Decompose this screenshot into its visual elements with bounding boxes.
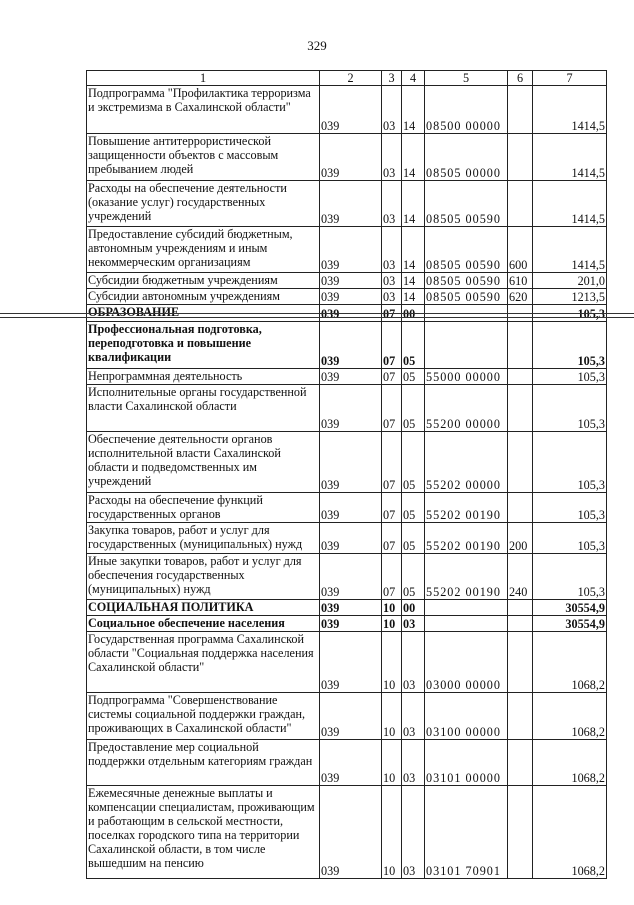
row-name: Закупка товаров, работ и услуг для государственных (муниципальных) нужд [87, 523, 320, 554]
table-row [87, 273, 607, 289]
row-subsection-code: 05 [402, 385, 425, 432]
row-section-code: 07 [382, 385, 402, 432]
row-name: Ежемесячные денежные выплаты и компенсации специалистам, проживающим и работающим в сельской местности, поселках городского типа на территории Сахалинской области, в том числе вышедшим на пенсию [87, 786, 320, 879]
header-col-6: 6 [508, 71, 533, 86]
row-subsection-code: 05 [402, 523, 425, 554]
row-name: Иные закупки товаров, работ и услуг для обеспечения государственных (муниципальных) нужд [87, 554, 320, 600]
row-subsection-code: 14 [402, 86, 425, 134]
table-row [87, 693, 607, 740]
row-amount: 30554,9 [533, 616, 607, 632]
row-amount: 201,0 [533, 273, 607, 289]
row-subsection-code: 03 [402, 632, 425, 693]
row-expense-type: 240 [508, 554, 533, 600]
row-subsection-code: 03 [402, 786, 425, 879]
row-target-article: 55202 00190 [425, 554, 508, 600]
row-name: Субсидии бюджетным учреждениям [87, 273, 320, 289]
row-name: Предоставление субсидий бюджетным, автономным учреждениям и иным некоммерческим организациям [87, 227, 320, 273]
row-name: Государственная программа Сахалинской области "Социальная поддержка населения Сахалинской области" [87, 632, 320, 693]
row-target-article: 08505 00590 [425, 227, 508, 273]
row-expense-type: 610 [508, 273, 533, 289]
row-name: Субсидии автономным учреждениям [87, 289, 320, 305]
header-col-2: 2 [320, 71, 382, 86]
row-target-article: 55000 00000 [425, 369, 508, 385]
row-subsection-code: 05 [402, 432, 425, 493]
row-amount: 105,3 [533, 554, 607, 600]
row-subsection-code: 03 [402, 693, 425, 740]
row-name: Непрограммная деятельность [87, 369, 320, 385]
row-section-code: 03 [382, 181, 402, 227]
row-target-article: 55202 00190 [425, 493, 508, 523]
row-expense-type [508, 385, 533, 432]
row-section-code: 07 [382, 432, 402, 493]
row-amount: 105,3 [533, 493, 607, 523]
table-row [87, 181, 607, 227]
table-row [87, 786, 607, 879]
row-ministry-code: 039 [320, 305, 382, 322]
table-row [87, 523, 607, 554]
row-amount: 105,3 [533, 432, 607, 493]
row-target-article: 55202 00190 [425, 523, 508, 554]
row-subsection-code: 14 [402, 273, 425, 289]
row-section-code: 03 [382, 289, 402, 305]
row-expense-type [508, 181, 533, 227]
table-row [87, 554, 607, 600]
row-name: Социальное обеспечение населения [87, 616, 320, 632]
row-ministry-code: 039 [320, 600, 382, 616]
row-section-code: 03 [382, 227, 402, 273]
table-row [87, 600, 607, 616]
row-target-article [425, 616, 508, 632]
row-amount: 1068,2 [533, 693, 607, 740]
row-ministry-code: 039 [320, 322, 382, 369]
row-name: Повышение антитеррористической защищенности объектов с массовым пребыванием людей [87, 134, 320, 181]
row-amount: 1068,2 [533, 740, 607, 786]
row-subsection-code: 14 [402, 227, 425, 273]
row-name: Расходы на обеспечение деятельности (оказание услуг) государственных учреждений [87, 181, 320, 227]
table-row [87, 227, 607, 273]
row-expense-type: 620 [508, 289, 533, 305]
row-name: Профессиональная подготовка, переподготовка и повышение квалификации [87, 322, 320, 369]
row-section-code: 07 [382, 322, 402, 369]
row-subsection-code: 03 [402, 740, 425, 786]
header-col-3: 3 [382, 71, 402, 86]
table-row [87, 86, 607, 134]
row-name: Расходы на обеспечение функций государственных органов [87, 493, 320, 523]
row-ministry-code: 039 [320, 134, 382, 181]
row-expense-type [508, 740, 533, 786]
header-col-7: 7 [533, 71, 607, 86]
row-expense-type [508, 432, 533, 493]
header-col-1: 1 [87, 71, 320, 86]
table-row [87, 369, 607, 385]
row-expense-type [508, 86, 533, 134]
row-name: Исполнительные органы государственной власти Сахалинской области [87, 385, 320, 432]
row-target-article: 08505 00000 [425, 134, 508, 181]
row-amount: 105,3 [533, 322, 607, 369]
row-expense-type [508, 369, 533, 385]
row-name: Подпрограмма "Совершенствование системы социальной поддержки граждан, проживающих в Сахалинской области" [87, 693, 320, 740]
row-subsection-code: 05 [402, 369, 425, 385]
row-name: Подпрограмма "Профилактика терроризма и экстремизма в Сахалинской области" [87, 86, 320, 134]
row-amount: 105,3 [533, 369, 607, 385]
row-target-article: 08505 00590 [425, 289, 508, 305]
row-ministry-code: 039 [320, 493, 382, 523]
row-name: Предоставление мер социальной поддержки отдельным категориям граждан [87, 740, 320, 786]
row-subsection-code: 05 [402, 554, 425, 600]
row-subsection-code: 14 [402, 181, 425, 227]
row-subsection-code: 00 [402, 305, 425, 322]
row-ministry-code: 039 [320, 273, 382, 289]
row-expense-type [508, 616, 533, 632]
row-section-code: 07 [382, 369, 402, 385]
row-ministry-code: 039 [320, 181, 382, 227]
row-ministry-code: 039 [320, 369, 382, 385]
row-subsection-code: 14 [402, 289, 425, 305]
scan-strike-line [0, 313, 634, 314]
table-row [87, 616, 607, 632]
row-ministry-code: 039 [320, 86, 382, 134]
scan-strike-line [0, 317, 634, 318]
row-target-article: 08505 00590 [425, 273, 508, 289]
row-ministry-code: 039 [320, 289, 382, 305]
row-target-article [425, 322, 508, 369]
row-expense-type [508, 600, 533, 616]
row-expense-type [508, 134, 533, 181]
page-number: 329 [307, 38, 327, 53]
row-amount: 1414,5 [533, 86, 607, 134]
row-section-code: 10 [382, 786, 402, 879]
row-section-code: 03 [382, 134, 402, 181]
row-subsection-code: 03 [402, 616, 425, 632]
row-subsection-code: 00 [402, 600, 425, 616]
row-target-article: 03101 70901 [425, 786, 508, 879]
row-section-code: 10 [382, 600, 402, 616]
table-row [87, 289, 607, 305]
row-target-article [425, 600, 508, 616]
row-amount: 105,3 [533, 385, 607, 432]
row-ministry-code: 039 [320, 632, 382, 693]
row-target-article: 55202 00000 [425, 432, 508, 493]
row-ministry-code: 039 [320, 432, 382, 493]
row-expense-type [508, 786, 533, 879]
row-section-code: 03 [382, 273, 402, 289]
row-expense-type [508, 322, 533, 369]
row-target-article: 03100 00000 [425, 693, 508, 740]
row-subsection-code: 05 [402, 322, 425, 369]
row-target-article: 03000 00000 [425, 632, 508, 693]
row-section-code: 10 [382, 740, 402, 786]
row-target-article: 08505 00590 [425, 181, 508, 227]
header-col-5: 5 [425, 71, 508, 86]
table-row [87, 134, 607, 181]
row-expense-type [508, 493, 533, 523]
row-section-code: 07 [382, 523, 402, 554]
row-name: Обеспечение деятельности органов исполнительной власти Сахалинской области и подведомственных им учреждений [87, 432, 320, 493]
table-row [87, 493, 607, 523]
row-expense-type [508, 632, 533, 693]
row-ministry-code: 039 [320, 554, 382, 600]
row-section-code: 03 [382, 86, 402, 134]
row-ministry-code: 039 [320, 693, 382, 740]
row-ministry-code: 039 [320, 227, 382, 273]
row-subsection-code: 05 [402, 493, 425, 523]
row-amount: 105,3 [533, 305, 607, 322]
row-target-article: 08500 00000 [425, 86, 508, 134]
row-amount: 1213,5 [533, 289, 607, 305]
row-section-code: 07 [382, 305, 402, 322]
row-subsection-code: 14 [402, 134, 425, 181]
table-row [87, 322, 607, 369]
row-target-article: 55200 00000 [425, 385, 508, 432]
budget-table [86, 70, 607, 879]
row-section-code: 10 [382, 616, 402, 632]
row-expense-type: 600 [508, 227, 533, 273]
row-amount: 105,3 [533, 523, 607, 554]
row-amount: 1414,5 [533, 227, 607, 273]
row-amount: 1068,2 [533, 632, 607, 693]
row-name: ОБРАЗОВАНИЕ [87, 305, 320, 322]
row-target-article: 03101 00000 [425, 740, 508, 786]
row-expense-type [508, 693, 533, 740]
row-ministry-code: 039 [320, 786, 382, 879]
row-ministry-code: 039 [320, 616, 382, 632]
row-amount: 1414,5 [533, 134, 607, 181]
header-col-4: 4 [402, 71, 425, 86]
row-amount: 30554,9 [533, 600, 607, 616]
row-section-code: 10 [382, 693, 402, 740]
table-row [87, 385, 607, 432]
row-section-code: 07 [382, 493, 402, 523]
row-section-code: 07 [382, 554, 402, 600]
row-amount: 1414,5 [533, 181, 607, 227]
row-amount: 1068,2 [533, 786, 607, 879]
row-ministry-code: 039 [320, 523, 382, 554]
header-row [87, 71, 607, 86]
table-row [87, 740, 607, 786]
row-ministry-code: 039 [320, 740, 382, 786]
table-row [87, 432, 607, 493]
row-ministry-code: 039 [320, 385, 382, 432]
row-expense-type: 200 [508, 523, 533, 554]
table-row [87, 632, 607, 693]
row-name: СОЦИАЛЬНАЯ ПОЛИТИКА [87, 600, 320, 616]
row-section-code: 10 [382, 632, 402, 693]
